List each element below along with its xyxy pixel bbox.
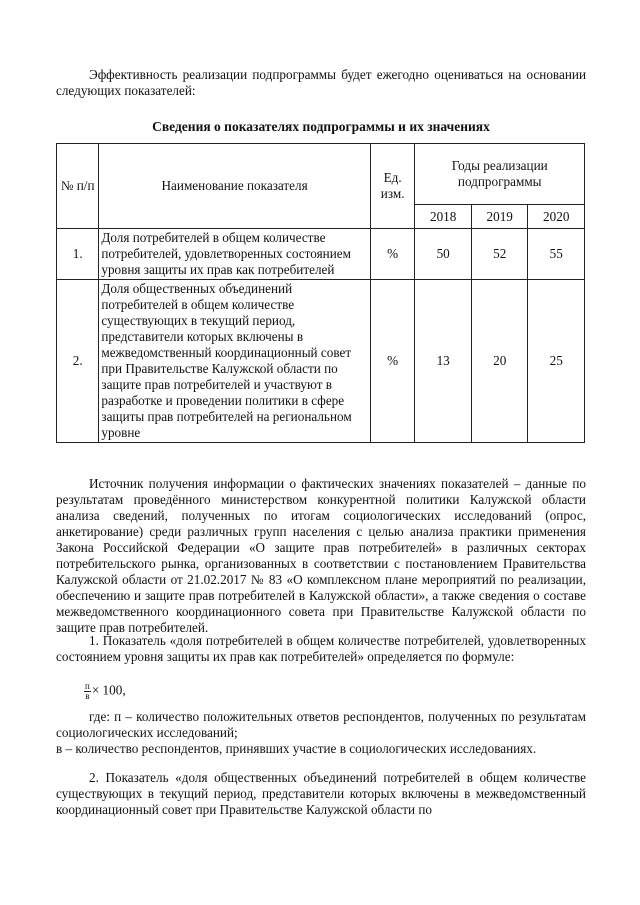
table-row xyxy=(57,280,585,443)
row-num: 2. xyxy=(57,280,99,443)
row-value-2019: 52 xyxy=(471,229,528,280)
row-value-2018: 50 xyxy=(415,229,472,280)
header-name: Наименование показателя xyxy=(99,144,371,229)
header-unit: Ед. изм. xyxy=(370,144,415,229)
row-value-2020: 25 xyxy=(528,280,585,443)
row-unit: % xyxy=(370,229,415,280)
table-row xyxy=(57,229,585,280)
formula-intro-paragraph: 1. Показатель «доля потребителей в общем количестве потребителей, удовлетворенных состоянием уровня защиты их прав как потребителей» определяется по формуле: xyxy=(56,633,586,664)
row-unit: % xyxy=(370,280,415,443)
row-num: 1. xyxy=(57,229,99,280)
indicators-table xyxy=(56,143,585,443)
year-2020: 2020 xyxy=(528,205,585,229)
formula-fraction xyxy=(84,682,91,701)
row-name: Доля общественных объединений потребителей в общем количестве существующих в текущий период, представители которых включены в межведомственный координационный совет при Правительстве Калужской области по защите прав потребителей и участвуют в разработке и проведении политики в сфере защиты прав потребителей на региональном уровне xyxy=(99,280,371,443)
formula-numerator: п xyxy=(85,681,90,691)
row-value-2018: 13 xyxy=(415,280,472,443)
table-header-row xyxy=(57,144,585,205)
formula xyxy=(84,682,126,701)
row-name: Доля потребителей в общем количестве потребителей, удовлетворенных состоянием уровня защиты их прав как потребителей xyxy=(99,229,371,280)
formula-denominator: в xyxy=(85,691,90,701)
indicator-2-paragraph: 2. Показатель «доля общественных объединений потребителей в общем количестве существующих в текущий период, представители которых включены в межведомственный координационный совет при Правительстве Калужской области по xyxy=(56,770,586,817)
intro-paragraph: Эффективность реализации подпрограммы будет ежегодно оцениваться на основании следующих показателей: xyxy=(56,67,586,98)
row-value-2020: 55 xyxy=(528,229,585,280)
where-p-paragraph: где: п – количество положительных ответов респондентов, полученных по результатам социологических исследований; xyxy=(56,709,586,740)
source-paragraph: Источник получения информации о фактических значениях показателей – данные по результатам проведённого министерством конкурентной политики Калужской области анализа сведений, полученных по итогам социологических исследований (опрос, анкетирование) среди различных групп населения с целью анализа практики применения Закона Российской Федерации «О защите прав потребителей» в различных секторах потребительского рынка, организованных в соответствии с постановлением Правительства Калужской области от 21.02.2017 № 83 «О комплексном плане мероприятий по реализации, обеспечению и защите прав потребителей в Калужской области», а также сведения о составе межведомственного координационного совета при Правительстве Калужской области по защите прав потребителей. xyxy=(56,476,586,635)
year-2019: 2019 xyxy=(471,205,528,229)
header-years: Годы реализации подпрограммы xyxy=(415,144,585,205)
formula-multiplier: × 100, xyxy=(91,682,126,698)
year-2018: 2018 xyxy=(415,205,472,229)
where-v-paragraph: в – количество респондентов, принявших участие в социологических исследованиях. xyxy=(56,741,537,756)
row-value-2019: 20 xyxy=(471,280,528,443)
table-title: Сведения о показателях подпрограммы и их значениях xyxy=(152,119,490,134)
header-num: № п/п xyxy=(57,144,99,229)
